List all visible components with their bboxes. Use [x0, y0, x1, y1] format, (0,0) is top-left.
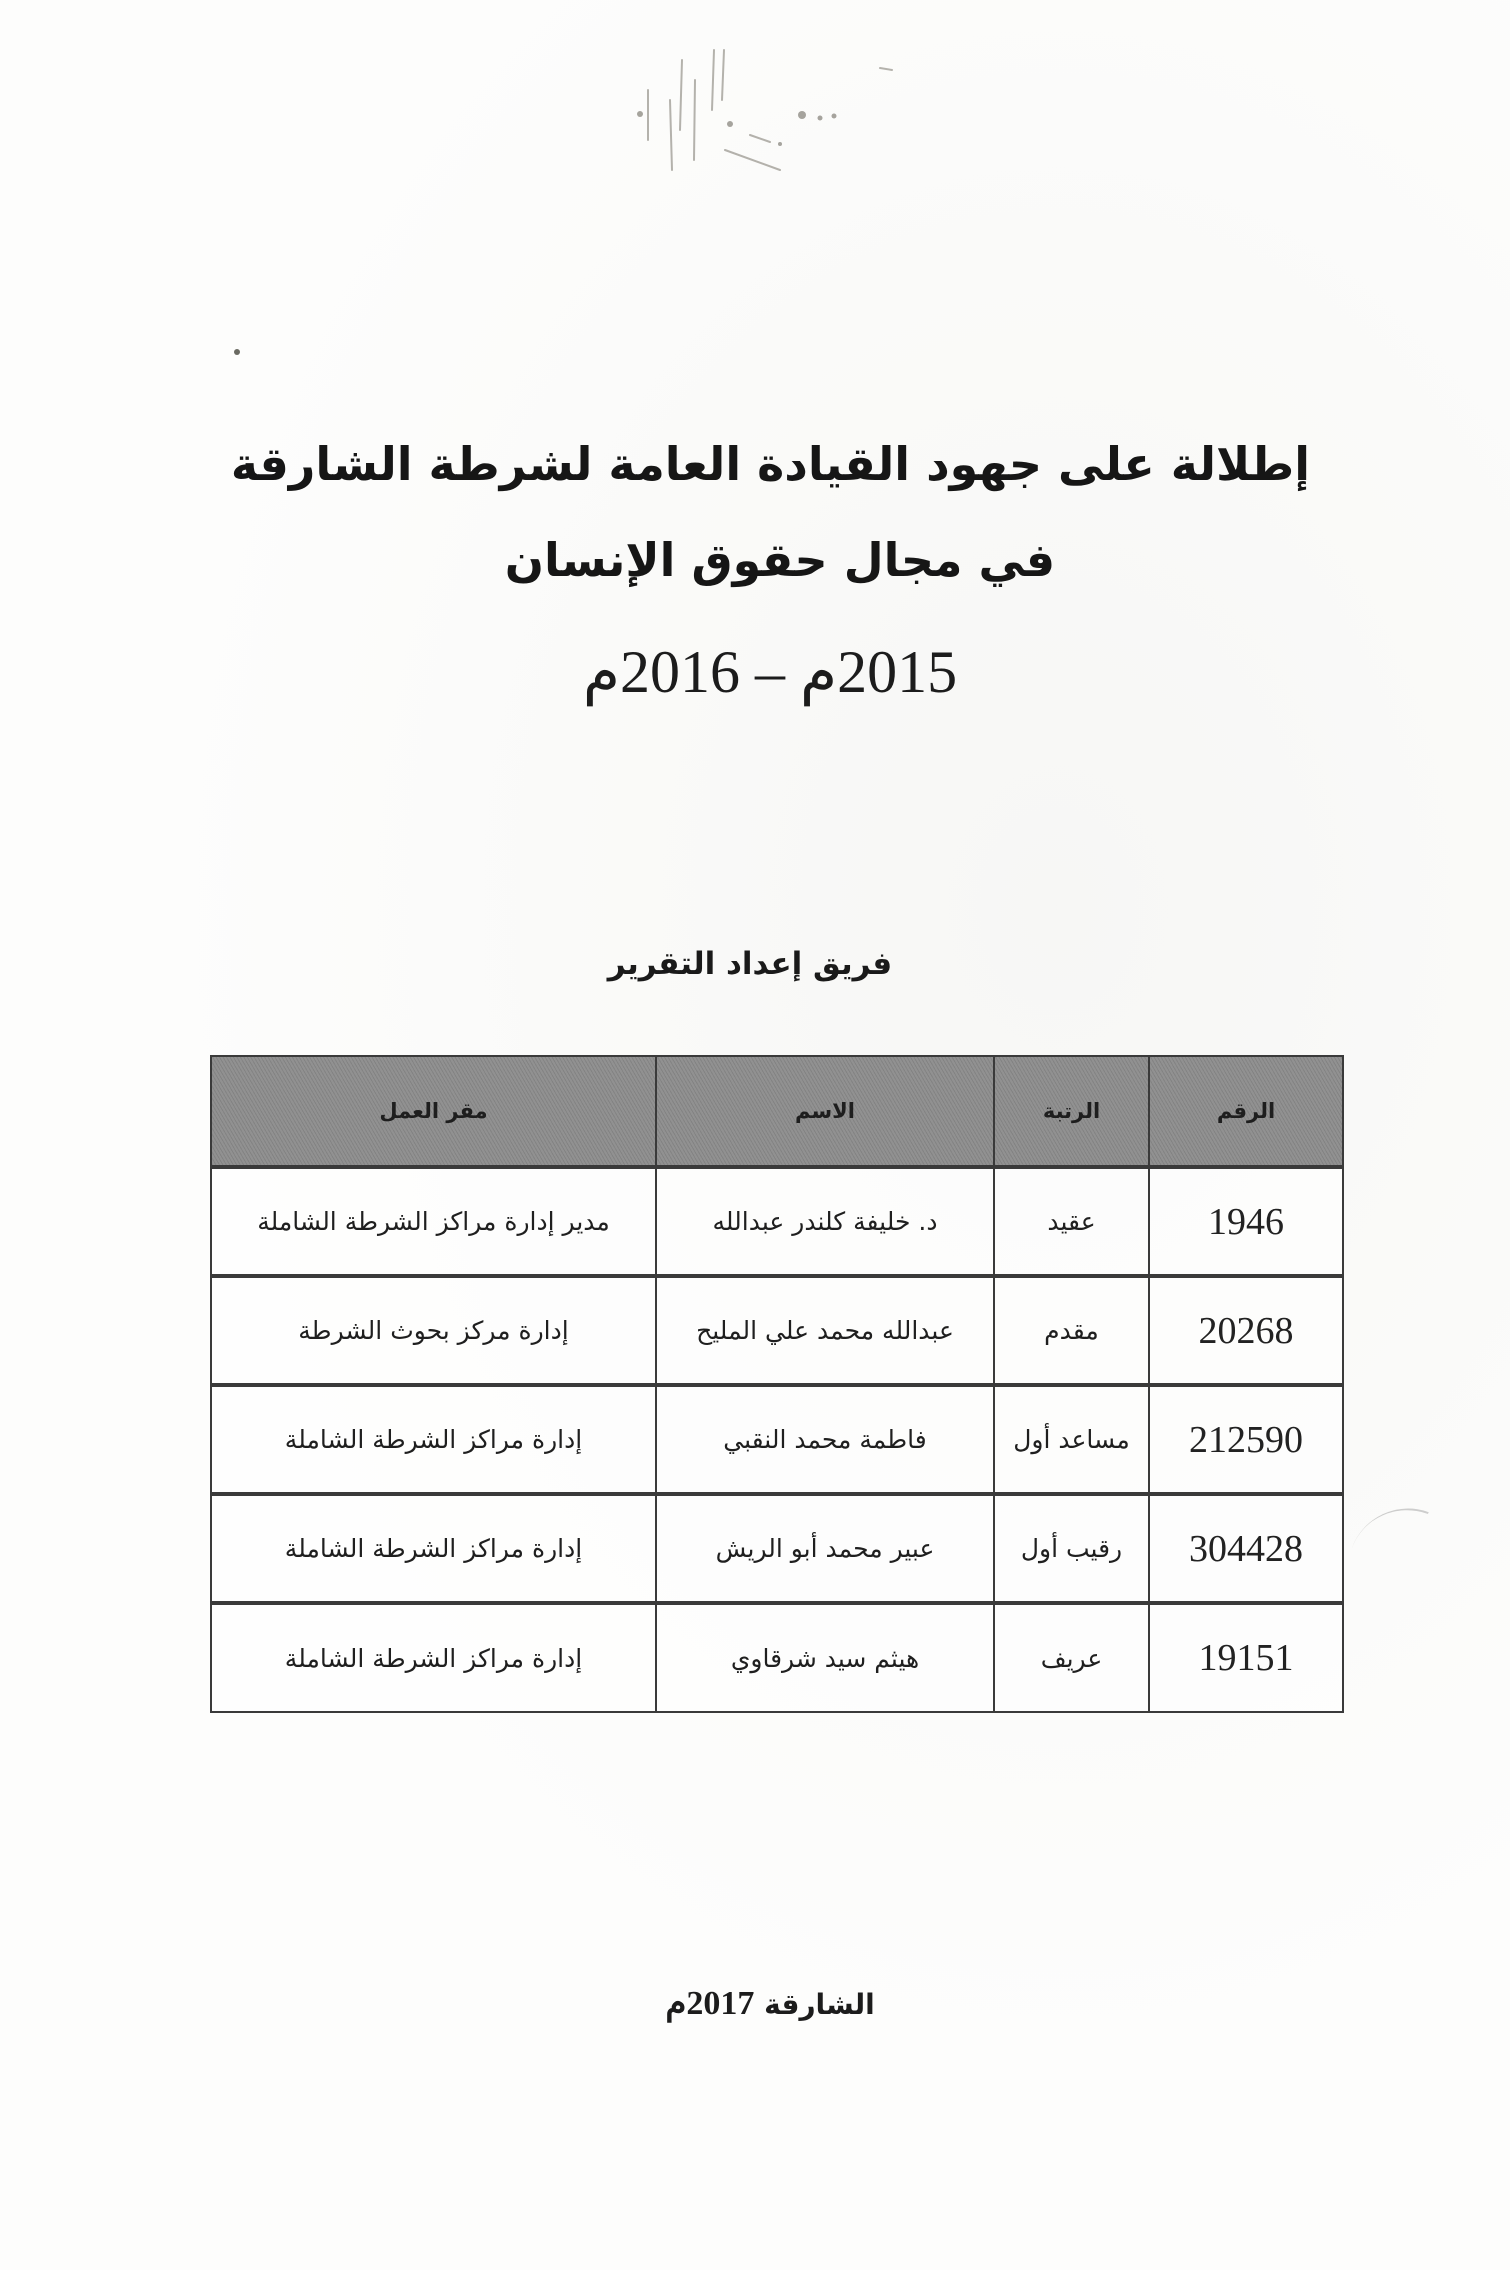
cell-rank: عريف: [994, 1603, 1149, 1712]
cell-rank: مساعد أول: [994, 1385, 1149, 1494]
cell-rank: عقيد: [994, 1167, 1149, 1276]
cell-workplace: إدارة مراكز الشرطة الشاملة: [211, 1494, 656, 1603]
cell-name: هيثم سيد شرقاوي: [656, 1603, 994, 1712]
table-row: [211, 1276, 1343, 1385]
table-row: [211, 1603, 1343, 1712]
cell-rank: مقدم: [994, 1276, 1149, 1385]
cell-workplace: إدارة مركز بحوث الشرطة: [211, 1276, 656, 1385]
document-title-years: 2015م – 2016م: [582, 639, 958, 705]
cell-workplace: مدير إدارة مراكز الشرطة الشاملة: [211, 1167, 656, 1276]
cell-number: 212590: [1149, 1385, 1343, 1494]
cell-workplace: إدارة مراكز الشرطة الشاملة: [211, 1385, 656, 1494]
table-header-row: [211, 1056, 1343, 1167]
cell-number: 20268: [1149, 1276, 1343, 1385]
table-row: [211, 1167, 1343, 1276]
cell-number: 19151: [1149, 1603, 1343, 1712]
cell-name: فاطمة محمد النقبي: [656, 1385, 994, 1494]
scan-smudge-marks: [630, 40, 930, 190]
header-number: الرقم: [1149, 1056, 1343, 1167]
table-row: [211, 1494, 1343, 1603]
scan-speck: [234, 349, 240, 355]
header-name: الاسم: [656, 1056, 994, 1167]
footer-place: الشارقة: [764, 1988, 875, 2021]
cell-number: 304428: [1149, 1494, 1343, 1603]
cell-workplace: إدارة مراكز الشرطة الشاملة: [211, 1603, 656, 1712]
table-row: [211, 1385, 1343, 1494]
cell-name: عبير محمد أبو الريش: [656, 1494, 994, 1603]
footer-year: 2017م: [665, 1985, 755, 2022]
scan-arc-mark: [1351, 1492, 1429, 1571]
footer-place-year: [600, 1982, 940, 2027]
cell-number: 1946: [1149, 1167, 1343, 1276]
cell-rank: رقيب أول: [994, 1494, 1149, 1603]
header-rank: الرتبة: [994, 1056, 1149, 1167]
header-workplace: مقر العمل: [211, 1056, 656, 1167]
document-title-line-2: في مجال حقوق الإنسان: [504, 533, 1056, 587]
cell-name: د. خليفة كلندر عبدالله: [656, 1167, 994, 1276]
team-table: [210, 1055, 1344, 1713]
document-title-line-1: إطلالة على جهود القيادة العامة لشرطة الشارقة: [230, 437, 1310, 491]
cell-name: عبدالله محمد علي المليح: [656, 1276, 994, 1385]
team-heading: فريق إعداد التقرير: [607, 946, 893, 982]
